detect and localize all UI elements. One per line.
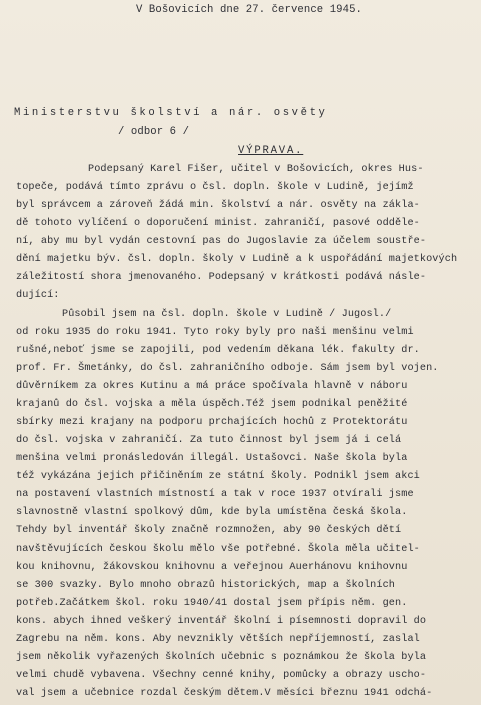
body-line: dě tohoto vylíčení o doporučení minist. zahraničí, pasové odděle-	[16, 218, 420, 229]
body-line: prof. Fr. Šmetánky, do čsl. zahraničního odboje. Sám jsem byl vojen.	[16, 363, 439, 374]
body-line: důvěrníkem za okres Kutinu a má práce spočívala hlavně v náboru	[16, 381, 408, 392]
addressee-ministry: Ministerstvu školství a nár. osvěty	[14, 107, 328, 119]
body-line: navštěvujících českou školu mělo vše potřebné. Škola měla učitel-	[16, 544, 420, 555]
addressee-department: / odbor 6 /	[118, 126, 190, 138]
body-line: topeče, podává tímto zprávu o čsl. dopln. škole v Ludině, jejímž	[16, 182, 414, 193]
body-line: velmi chudě vybavena. Všechny cenné knihy, pomůcky a obrazy uscho-	[16, 670, 427, 681]
body-line: Zagrebu na něm. kons. Aby nevznikly větších nepříjemností, zaslal	[16, 634, 420, 645]
date-line: V Bošovicích dne 27. července 1945.	[136, 4, 363, 16]
body-line: jsem několik vyřazených školních učebnic s poznámkou že škola byla	[16, 652, 427, 663]
body-line: dující:	[16, 290, 60, 301]
body-line: ní, aby mu byl vydán cestovní pas do Jugoslavie za účelem soustře-	[16, 236, 427, 247]
body-line: rušné,neboť jsme se zapojili, pod vedením děkana lék. fakulty dr.	[16, 345, 420, 356]
body-line: se 300 svazky. Bylo mnoho obrazů historických, map a školních	[16, 580, 396, 591]
body-line: val jsem a učebnice rozdal českým dětem.V měsíci březnu 1941 odchá-	[16, 688, 433, 699]
body-line: na postavení vlastních místností a tak v roce 1937 otvírali jsme	[16, 489, 414, 500]
body-line: záležitostí shora jmenovaného. Podepsaný v krátkosti podává násle-	[16, 272, 427, 283]
body-line: slavnostně vlastní spolkový dům, kde byla umístěna česká škola.	[16, 507, 408, 518]
body-line: potřeb.Začátkem škol. roku 1940/41 dostal jsem přípis něm. gen.	[16, 598, 408, 609]
body-line: krajanů do čsl. vojska a měla úspěch.Též jsem podnikal peněžité	[16, 399, 408, 410]
body-line: dění majetku býv. čsl. dopln. školy v Ludině a k uspořádání majetkových	[16, 254, 458, 265]
body-line: kou knihovnu, žákovskou knihovnu a veřejnou Auerhánovu knihovnu	[16, 562, 408, 573]
body-line: kons. abych ihned veškerý inventář školní i písemnosti dopravil do	[16, 616, 427, 627]
body-line: Podepsaný Karel Fišer, učitel v Bošovicích, okres Hus-	[88, 164, 424, 175]
body-line: Tehdy byl inventář školy značně rozmnožen, aby 90 českých dětí	[16, 525, 402, 536]
body-line: Působil jsem na čsl. dopln. škole v Ludině / Jugosl./	[62, 309, 392, 320]
body-line: též vykázána jejich přičiněním ze státní školy. Podnikl jsem akci	[16, 471, 420, 482]
body-line: menšina velmi pronásledován illegál. Ustašovci. Naše škola byla	[16, 453, 408, 464]
body-line: byl správcem a zároveň žádá min. školství a nár. osvěty na zákla-	[16, 200, 420, 211]
body-line: od roku 1935 do roku 1941. Tyto roky byly pro naši menšinu velmi	[16, 327, 414, 338]
body-line: do čsl. vojska v zahraničí. Za tuto činnost byl jsem já i celá	[16, 435, 402, 446]
document-heading: VÝPRAVA.	[238, 145, 304, 157]
body-line: sbírky mezi krajany na podporu prchajících hochů z Protektorátu	[16, 417, 408, 428]
